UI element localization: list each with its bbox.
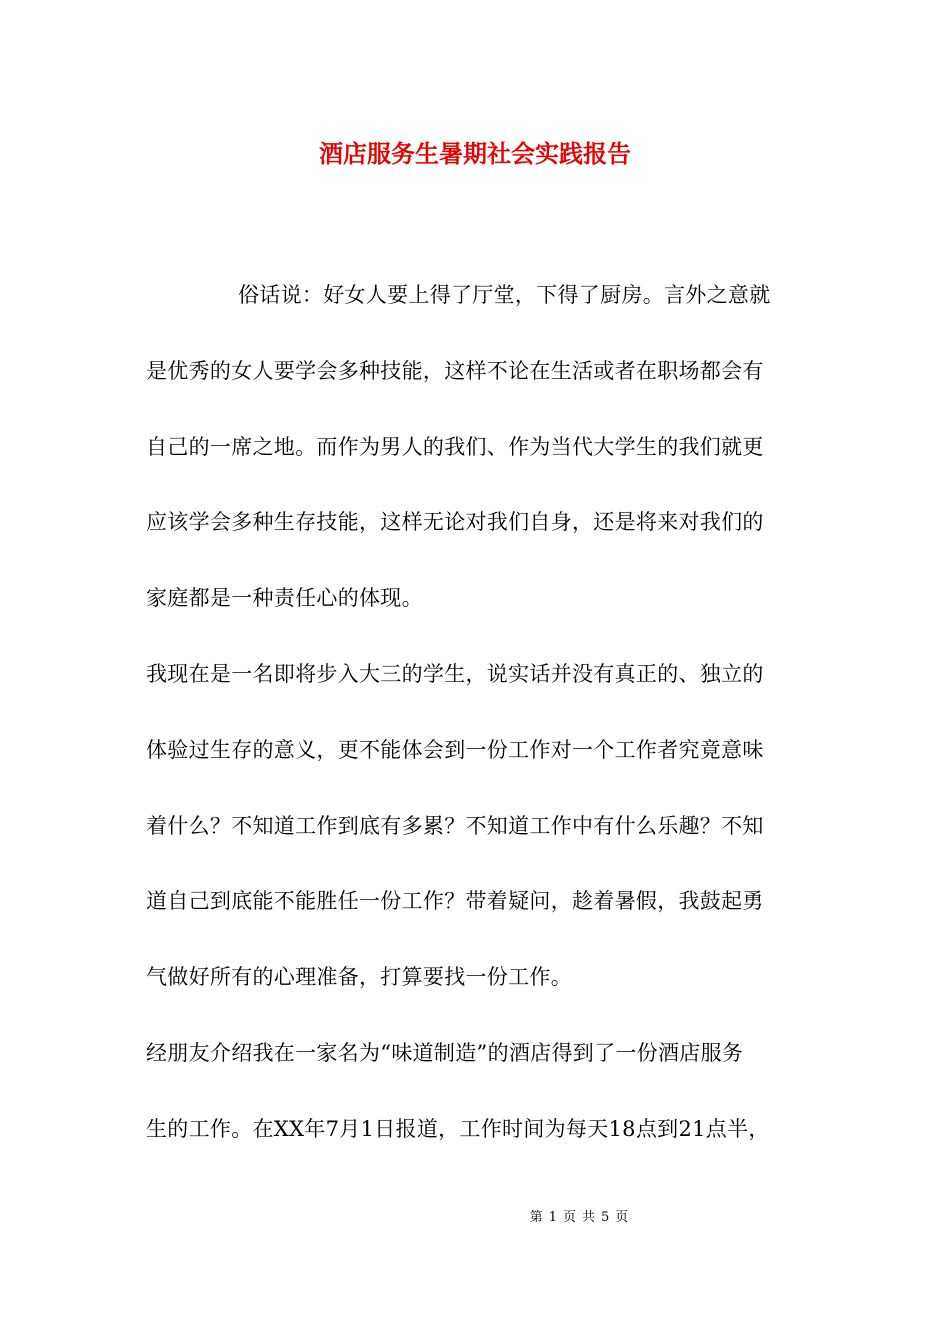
page-footer [0,1208,950,1228]
footer-page-prefix: 第 [529,1210,543,1225]
body-line: 着什么？不知道工作到底有多累？不知道工作中有什么乐趣？不知 [146,813,764,838]
body-line: 我现在是一名即将步入大三的学生，说实话并没有真正的、独立的 [146,661,764,686]
body-line: 经朋友介绍我在一家名为“味道制造”的酒店得到了一份酒店服务 [146,1040,744,1065]
body-line: 应该学会多种生存技能，这样无论对我们自身，还是将来对我们的 [146,510,764,535]
footer-page-word: 页 [562,1210,576,1225]
body-line: 家庭都是一种责任心的体现。 [146,586,423,611]
body-line: 气做好所有的心理准备，打算要找一份工作。 [146,965,572,990]
footer-total-suffix: 页 [615,1210,629,1225]
body-line: 自己的一席之地。而作为男人的我们、作为当代大学生的我们就更 [146,434,764,459]
body-line: 生的工作。在XX年7月1日报道，工作时间为每天18点到21点半， [146,1116,770,1141]
body-line: 体验过生存的意义，更不能体会到一份工作对一个工作者究竟意味 [146,737,764,762]
document-title: 酒店服务生暑期社会实践报告 [319,139,631,168]
body-line: 是优秀的女人要学会多种技能，这样不论在生活或者在职场都会有 [146,358,764,383]
footer-total-pages: 5 [601,1210,610,1225]
body-line: 道自己到底能不能胜任一份工作？带着疑问，趁着暑假，我鼓起勇 [146,889,764,914]
document-body [146,273,808,1183]
footer-current-page: 1 [548,1210,557,1225]
body-line: 俗话说：好女人要上得了厅堂，下得了厨房。言外之意就 [238,283,771,307]
footer-total-prefix: 共 [582,1210,596,1225]
